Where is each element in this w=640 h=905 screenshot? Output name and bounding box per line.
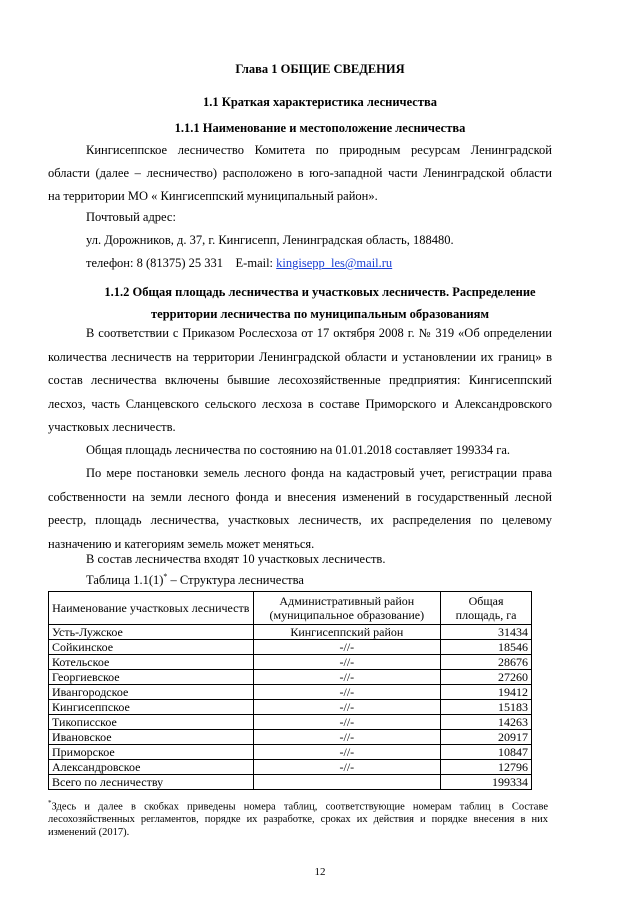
cell-district: Кингисеппский район	[253, 625, 441, 640]
table-row	[49, 730, 532, 745]
cell-name: Приморское	[49, 745, 254, 760]
cell-area: 10847	[441, 745, 532, 760]
table-row	[49, 640, 532, 655]
cell-district: -//-	[253, 700, 441, 715]
email-link[interactable]: kingisepp_les@mail.ru	[276, 256, 393, 270]
cell-area: 14263	[441, 715, 532, 730]
cell-name: Георгиевское	[49, 670, 254, 685]
table-row	[49, 715, 532, 730]
cell-name: Котельское	[49, 655, 254, 670]
cell-district: -//-	[253, 670, 441, 685]
intro-line-1: Кингисеппское лесничество Комитета по природным ресурсам Ленинградской	[86, 143, 552, 157]
area-paragraph: Общая площадь лесничества по состоянию на 01.01.2018 составляет 199334 га.	[86, 443, 511, 457]
table-row	[49, 655, 532, 670]
header-area: Общая площадь, га	[441, 592, 532, 625]
table-caption-suffix: – Структура лесничества	[167, 573, 304, 588]
table-row	[49, 745, 532, 760]
forestry-structure-table	[48, 591, 532, 790]
cell-district: -//-	[253, 655, 441, 670]
total-area: 199334	[441, 775, 532, 790]
cell-name: Ивановское	[49, 730, 254, 745]
section-heading-1-1-2-line-2: территории лесничества по муниципальным образованиям	[151, 307, 489, 321]
section-heading-1-1-1: 1.1.1 Наименование и местоположение лесничества	[174, 121, 466, 135]
order-paragraph: В соответствии с Приказом Рослесхоза от 17 октября 2008 г. № 319 «Об определении количества лесничеств на территории Ленинградской области и установлении их границ» в состав лесничества включены бывшие лесохозяйственные предприятия: Кингисеппский лесхоз, часть Сланцевского сельского лесхоза в составе Приморского и Александровского участковых лесничеств.	[48, 326, 552, 434]
footnote-mark: *	[48, 799, 52, 807]
table-caption-mark: *	[163, 572, 168, 581]
phone-text: телефон: 8 (81375) 25 331	[86, 256, 224, 270]
contact-line	[86, 256, 392, 271]
chapter-title: Глава 1 ОБЩИЕ СВЕДЕНИЯ	[235, 62, 405, 76]
header-district: Административный район (муниципальное образование)	[253, 592, 441, 625]
footnote	[48, 797, 548, 839]
email-label: E-mail:	[235, 256, 274, 270]
cell-district: -//-	[253, 745, 441, 760]
total-name: Всего по лесничеству	[49, 775, 254, 790]
cell-district: -//-	[253, 685, 441, 700]
cell-district: -//-	[253, 730, 441, 745]
cell-area: 18546	[441, 640, 532, 655]
table-row	[49, 670, 532, 685]
cell-name: Тикописское	[49, 715, 254, 730]
table-row	[49, 625, 532, 640]
cell-area: 27260	[441, 670, 532, 685]
count-paragraph: В состав лесничества входят 10 участковых лесничеств.	[86, 552, 386, 566]
table-row	[49, 700, 532, 715]
section-heading-1-1-2-line-1: 1.1.2 Общая площадь лесничества и участковых лесничеств. Распределение	[104, 285, 536, 299]
total-district	[253, 775, 441, 790]
cell-district: -//-	[253, 715, 441, 730]
page-number: 12	[314, 866, 326, 878]
changes-paragraph: По мере постановки земель лесного фонда на кадастровый учет, регистрации права собственности на земли лесного фонда и внесения изменений в государственный лесной реестр, площадь лесничества, участковых лесничеств, их распределения по целевому назначению и категориям земель может меняться.	[48, 466, 552, 551]
table-caption	[86, 572, 304, 588]
cell-name: Александровское	[49, 760, 254, 775]
postal-address: ул. Дорожников, д. 37, г. Кингисепп, Ленинградская область, 188480.	[86, 233, 454, 247]
table-row	[49, 760, 532, 775]
cell-area: 19412	[441, 685, 532, 700]
cell-area: 28676	[441, 655, 532, 670]
table-total-row	[49, 775, 532, 790]
cell-area: 20917	[441, 730, 532, 745]
table-caption-prefix: Таблица 1.1(1)	[86, 573, 164, 588]
footnote-text: Здесь и далее в скобках приведены номера таблиц, соответствующие номерам таблиц в Составе лесохозяйственных регламентов, порядке их разработке, сроках их действия и порядке внесения в них изменений (2017).	[48, 801, 548, 838]
cell-name: Усть-Лужское	[49, 625, 254, 640]
cell-district: -//-	[253, 640, 441, 655]
table-row	[49, 685, 532, 700]
section-heading-1-1: 1.1 Краткая характеристика лесничества	[203, 95, 437, 109]
intro-line-3: на территории МО « Кингисеппский муниципальный район».	[48, 189, 378, 203]
cell-area: 15183	[441, 700, 532, 715]
cell-area: 12796	[441, 760, 532, 775]
cell-name: Ивангородское	[49, 685, 254, 700]
cell-name: Сойкинское	[49, 640, 254, 655]
table-header-row	[49, 592, 532, 625]
cell-area: 31434	[441, 625, 532, 640]
postal-label: Почтовый адрес:	[86, 210, 176, 224]
intro-line-2: области (далее – лесничество) расположено в юго-западной части Ленинградской области	[48, 166, 552, 180]
cell-district: -//-	[253, 760, 441, 775]
header-name: Наименование участковых лесничеств	[49, 592, 254, 625]
cell-name: Кингисеппское	[49, 700, 254, 715]
